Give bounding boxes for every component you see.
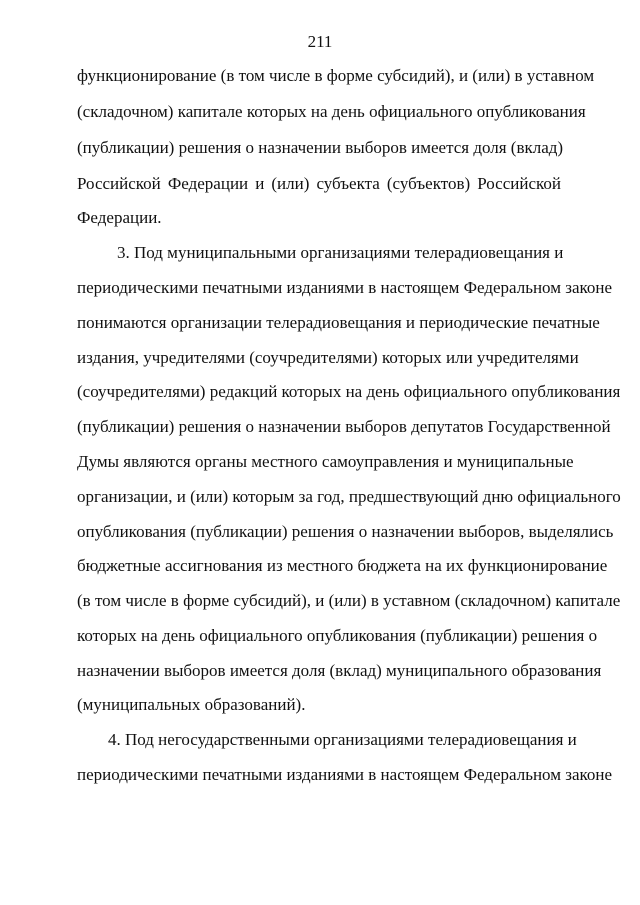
text-line: Думы являются органы местного самоуправления и муниципальные bbox=[77, 452, 574, 471]
text-line: понимаются организации телерадиовещания и периодические печатные bbox=[77, 313, 600, 332]
text-line: Федерации. bbox=[77, 208, 162, 227]
text-line: (соучредителями) редакций которых на день официального опубликования bbox=[77, 382, 621, 401]
text-line: организации, и (или) которым за год, предшествующий дню официального bbox=[77, 487, 621, 506]
text-line: опубликования (публикации) решения о назначении выборов, выделялись bbox=[77, 522, 614, 541]
text-line: бюджетные ассигнования из местного бюджета на их функционирование bbox=[77, 556, 608, 575]
text-line: (складочном) капитале которых на день официального опубликования bbox=[77, 102, 586, 121]
paragraph-first-line: 4. Под негосударственными организациями телерадиовещания и bbox=[108, 730, 577, 749]
paragraph-first-line: 3. Под муниципальными организациями телерадиовещания и bbox=[117, 243, 564, 262]
text-line: функционирование (в том числе в форме субсидий), и (или) в уставном bbox=[77, 66, 595, 85]
text-line: назначении выборов имеется доля (вклад) муниципального образования bbox=[77, 661, 602, 680]
text-line: периодическими печатными изданиями в настоящем Федеральном законе bbox=[77, 278, 613, 297]
text-line: (муниципальных образований). bbox=[77, 695, 306, 714]
text-line: Российской Федерации и (или) субъекта (субъектов) Российской bbox=[77, 174, 561, 193]
text-line: (публикации) решения о назначении выборов депутатов Государственной bbox=[77, 417, 611, 436]
text-line: (в том числе в форме субсидий), и (или) в уставном (складочном) капитале bbox=[77, 591, 621, 610]
text-line: которых на день официального опубликования (публикации) решения о bbox=[77, 626, 598, 645]
text-line: издания, учредителями (соучредителями) которых или учредителями bbox=[77, 348, 579, 367]
text-line: периодическими печатными изданиями в настоящем Федеральном законе bbox=[77, 765, 613, 784]
page-number: 211 bbox=[307, 32, 333, 51]
text-line: (публикации) решения о назначении выборов имеется доля (вклад) bbox=[77, 138, 564, 157]
